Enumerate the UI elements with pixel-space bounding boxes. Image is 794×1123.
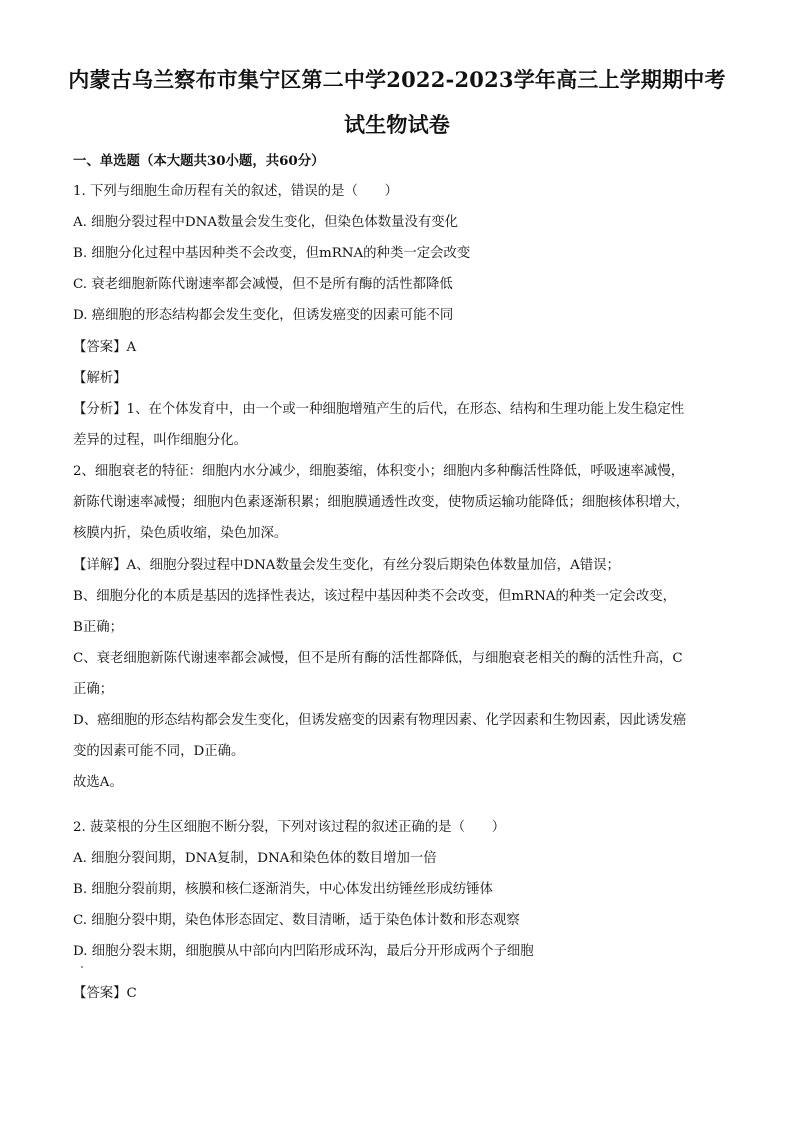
q1-analysis-line-3: 2、细胞衰老的特征：细胞内水分减少，细胞萎缩，体积变小；细胞内多种酶活性降低，呼吸速率减慢， — [73, 464, 685, 479]
q1-detail-line-5: 正确； — [73, 682, 114, 697]
stray-dot-mark — [81, 966, 83, 968]
q1-detail-line-3: B正确； — [73, 620, 124, 635]
document-title-line-2: 试生物试卷 — [344, 112, 450, 137]
q1-answer: 【答案】A — [73, 340, 137, 355]
document-title-line-1: 内蒙古乌兰察布市集宁区第二中学2022-2023学年高三上学期期中考 — [68, 67, 726, 92]
q1-conclusion: 故选A。 — [73, 775, 123, 790]
q1-analysis-line-4: 新陈代谢速率减慢；细胞内色素逐渐积累；细胞膜通透性改变，使物质运输功能降低；细胞核体积增大， — [73, 495, 689, 510]
q2-option-d: D. 细胞分裂末期，细胞膜从中部向内凹陷形成环沟，最后分开形成两个子细胞 — [73, 944, 534, 959]
q1-detail-line-7: 变的因素可能不同，D正确。 — [73, 744, 245, 759]
q1-detail-line-2: B、细胞分化的本质是基因的选择性表达，该过程中基因种类不会改变，但mRNA的种类一定会改变， — [73, 589, 677, 604]
q1-option-b: B. 细胞分化过程中基因种类不会改变，但mRNA的种类一定会改变 — [73, 246, 471, 261]
q1-analysis-line-5: 核膜内折，染色质收缩，染色加深。 — [73, 526, 288, 541]
q1-detail-line-6: D、癌细胞的形态结构都会发生变化，但诱发癌变的因素有物理因素、化学因素和生物因素，因此诱发癌 — [73, 713, 687, 728]
q1-analysis-line-1: 【分析】1、在个体发育中，由一个或一种细胞增殖产生的后代，在形态、结构和生理功能上发生稳定性 — [73, 402, 685, 417]
q2-option-c: C. 细胞分裂中期，染色体形态固定、数目清晰，适于染色体计数和形态观察 — [73, 913, 520, 928]
q1-detail-line-1: 【详解】A、细胞分裂过程中DNA数量会发生变化，有丝分裂后期染色体数量加倍，A错误； — [73, 558, 620, 573]
q1-analysis-label: 【解析】 — [73, 371, 127, 386]
q2-option-a: A. 细胞分裂间期，DNA复制，DNA和染色体的数目增加一倍 — [73, 851, 437, 866]
q2-option-b: B. 细胞分裂前期，核膜和核仁逐渐消失，中心体发出纺锤丝形成纺锤体 — [73, 882, 494, 897]
q1-option-c: C. 衰老细胞新陈代谢速率都会减慢，但不是所有酶的活性都降低 — [73, 277, 453, 292]
q1-option-d: D. 癌细胞的形态结构都会发生变化，但诱发癌变的因素可能不同 — [73, 308, 454, 323]
section-heading: 一、单选题（本大题共30小题，共60分） — [73, 153, 325, 169]
q2-stem: 2. 菠菜根的分生区细胞不断分裂，下列对该过程的叙述正确的是（ ） — [73, 820, 506, 835]
q1-option-a: A. 细胞分裂过程中DNA数量会发生变化，但染色体数量没有变化 — [73, 215, 459, 230]
q1-detail-line-4: C、衰老细胞新陈代谢速率都会减慢，但不是所有酶的活性都降低，与细胞衰老相关的酶的活性升高，C — [73, 651, 683, 666]
q2-answer: 【答案】C — [73, 986, 137, 1001]
q1-analysis-line-2: 差异的过程，叫作细胞分化。 — [73, 433, 248, 448]
q1-stem: 1. 下列与细胞生命历程有关的叙述，错误的是（ ） — [73, 184, 399, 199]
